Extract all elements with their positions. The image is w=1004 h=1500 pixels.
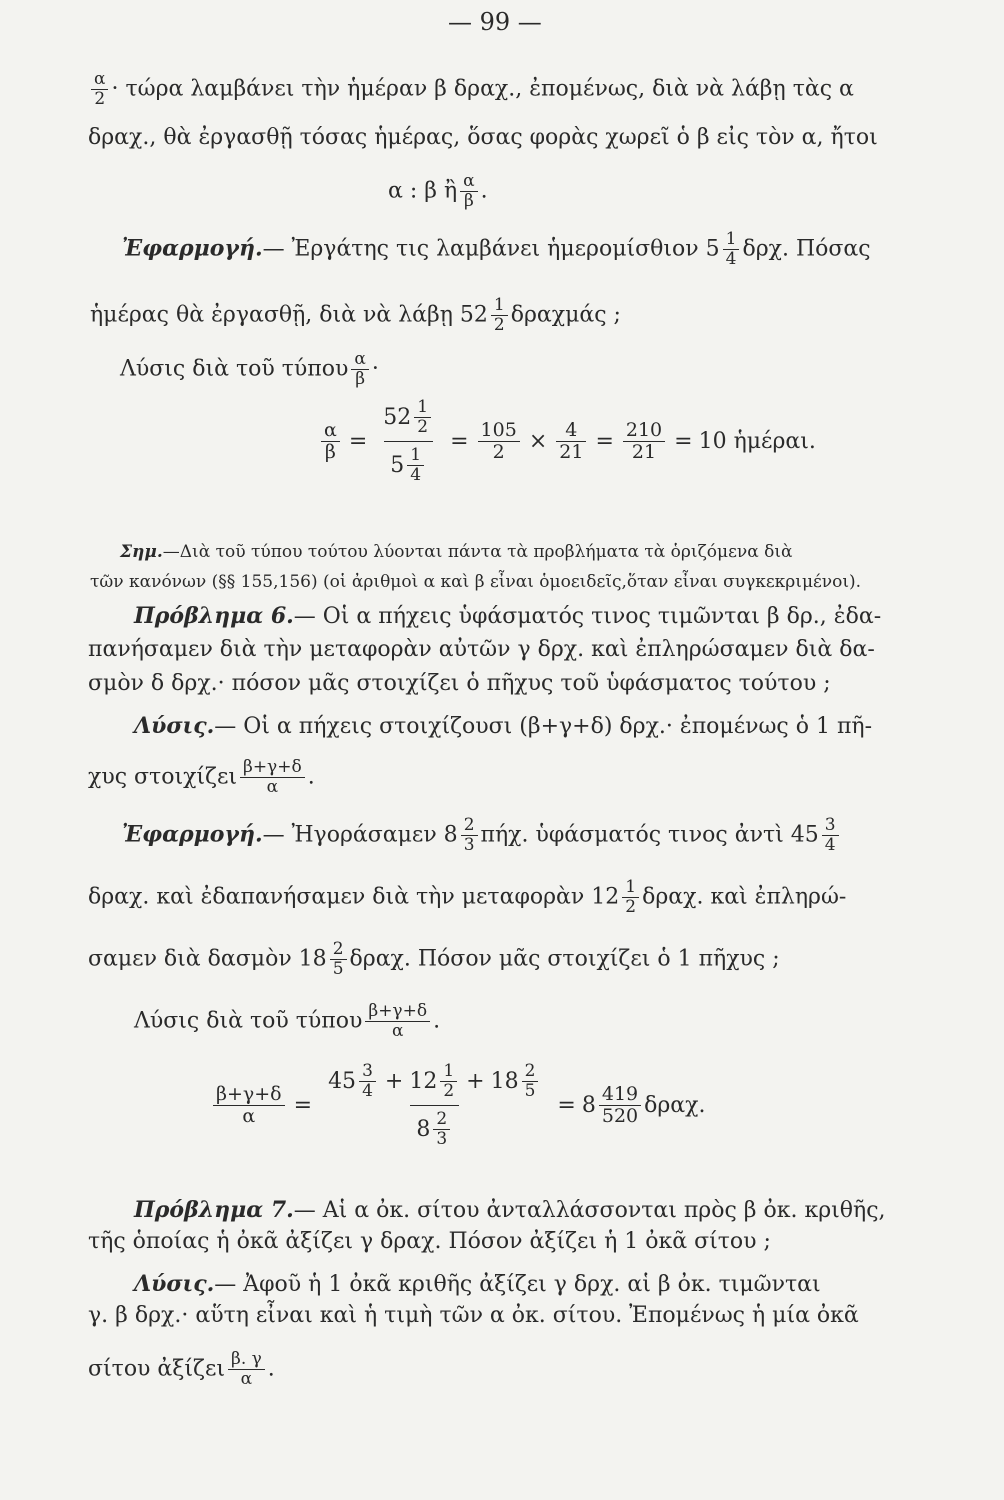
fraction: $\frac{2}{3}$ (461, 816, 478, 855)
fraction: $\frac{\alpha}{\beta}$ (460, 172, 477, 211)
problem-line: σμὸν δ δρχ.· πόσον μᾶς στοιχίζει ὁ πῆχυς τοῦ ὑφάσματος τούτου ; (88, 671, 831, 696)
fraction: $\frac{\beta+\gamma+\delta}{\alpha}$ (365, 1002, 430, 1041)
fraction: $\frac{\alpha}{\beta}$ (321, 420, 340, 463)
solution-line: χυς στοιχίζει $\frac{\beta+\gamma+\delta}{\alpha}$ . (88, 757, 315, 797)
paragraph-line: Λύσις διὰ τοῦ τύπου $\frac{\alpha}{\beta}$ · (120, 349, 379, 389)
fraction: $\frac{\alpha}{2}$ (91, 70, 108, 109)
application-line: Ἐφαρμογή.— Ἐργάτης τις λαμβάνει ἡμερομίσθιον 5 $\frac{1}{4}$ δρχ. Πόσας (122, 229, 871, 269)
note-line: τῶν κανόνων (§§ 155,156) (οἱ ἀριθμοὶ α καὶ β εἶναι ὁμοειδεῖς,ὅταν εἶναι συγκεκριμένοι). (90, 572, 862, 592)
paragraph-line: δραχ. καὶ ἐδαπανήσαμεν διὰ τὴν μεταφορὰν 12 $\frac{1}{2}$ δραχ. καὶ ἐπληρώ- (88, 877, 847, 917)
application-line: Ἐφαρμογή.— Ἠγοράσαμεν 8 $\frac{2}{3}$ πήχ. ὑφάσματός τινος ἀντὶ 45 $\frac{3}{4}$ (122, 816, 842, 855)
fraction: $\frac{2}{5}$ (330, 940, 347, 979)
solution-line: Λύσις.— Οἱ α πήχεις στοιχίζουσι (β+γ+δ) δρχ.· ἐπομένως ὁ 1 πῆ- (134, 713, 873, 739)
fraction: $\frac{\beta+\gamma+\delta}{\alpha}$ (240, 758, 305, 797)
fraction: $\frac{1}{2}$ (622, 878, 639, 917)
fraction: $\frac{4}{21}$ (556, 420, 586, 463)
problem-line: Πρόβλημα 7.— Αἱ α ὀκ. σίτου ἀνταλλάσσονται πρὸς β ὀκ. κριθῆς, (134, 1197, 886, 1223)
compound-fraction: 45 $\frac{3}{4}$ + 12 $\frac{1}{2}$ + 18 $\frac{2}{5}$ 8 $\frac{2}{3}$ (322, 1062, 547, 1149)
page-number: — 99 — (448, 8, 542, 36)
paragraph-line: δραχ., θὰ ἐργασθῇ τόσας ἡμέρας, ὅσας φορὰς χωρεῖ ὁ β εἰς τὸν α, ἤτοι (88, 125, 878, 150)
problem-line: πανήσαμεν διὰ τὴν μεταφορὰν αὐτῶν γ δρχ. καὶ ἐπληρώσαμεν διὰ δα- (88, 637, 875, 662)
fraction: $\frac{210}{21}$ (623, 420, 665, 463)
fraction: $\frac{1}{2}$ (491, 296, 508, 335)
compound-fraction: 52 $\frac{1}{2}$ 5 $\frac{1}{4}$ (377, 398, 440, 485)
paragraph-line: Λύσις διὰ τοῦ τύπου $\frac{\beta+\gamma+\delta}{\alpha}$ . (134, 1001, 441, 1041)
paragraph-line: $\frac{\alpha}{2}$ · τώρα λαμβάνει τὴν ἡμέραν β δραχ., ἐπομένως, διὰ νὰ λάβῃ τὰς α (88, 70, 854, 109)
fraction: $\frac{\alpha}{\beta}$ (351, 350, 368, 389)
section-title: Ἐφαρμογή. (122, 821, 263, 848)
note-title: Σημ. (120, 542, 163, 562)
paragraph-line: ἡμέρας θὰ ἐργασθῇ, διὰ νὰ λάβῃ 52 $\frac{1}{2}$ δραχμάς ; (90, 295, 621, 335)
problem-line: Πρόβλημα 6.— Οἱ α πήχεις ὑφάσματός τινος τιμῶνται β δρ., ἐδα- (134, 603, 882, 629)
formula-line: α : β ἢ $\frac{\alpha}{\beta}$ . (388, 171, 488, 211)
problem-title: Πρόβλημα 6. (134, 603, 294, 629)
solution-title: Λύσις. (134, 1271, 215, 1297)
solution-line: γ. β δρχ.· αὕτη εἶναι καὶ ἡ τιμὴ τῶν α ὀκ. σίτου. Ἐπομένως ἡ μία ὀκᾶ (88, 1303, 859, 1328)
equation-1: $\frac{\alpha}{\beta}$ = 52 $\frac{1}{2}$ 5 $\frac{1}{4}$ = $\frac{105}{2}$ × $\frac{4}{21}$ = $\frac{210}{21}$ = 10 ἡμέραι. (318, 398, 816, 485)
solution-line: Λύσις.— Ἀφοῦ ἡ 1 ὀκᾶ κριθῆς ἀξίζει γ δρχ. αἱ β ὀκ. τιμῶνται (134, 1271, 821, 1297)
fraction: $\frac{1}{4}$ (723, 230, 740, 269)
equation-result: 10 ἡμέραι. (698, 429, 816, 454)
fraction: $\frac{\beta. \gamma}{\alpha}$ (228, 1350, 265, 1389)
paragraph-line: σαμεν διὰ δασμὸν 18 $\frac{2}{5}$ δραχ. Πόσον μᾶς στοιχίζει ὁ 1 πῆχυς ; (88, 939, 780, 979)
solution-line: σίτου ἀξίζει $\frac{\beta. \gamma}{\alpha}$ . (88, 1349, 275, 1389)
problem-title: Πρόβλημα 7. (134, 1197, 294, 1223)
note-line: Σημ.—Διὰ τοῦ τύπου τούτου λύονται πάντα τὰ προβλήματα τὰ ὁριζόμενα διὰ (120, 542, 793, 562)
solution-title: Λύσις. (134, 713, 215, 739)
fraction: $\frac{105}{2}$ (478, 420, 520, 463)
fraction: $\frac{\beta+\gamma+\delta}{\alpha}$ (213, 1084, 285, 1127)
fraction: $\frac{3}{4}$ (822, 816, 839, 855)
fraction: $\frac{419}{520}$ (599, 1084, 641, 1127)
section-title: Ἐφαρμογή. (122, 235, 263, 262)
equation-2: $\frac{\beta+\gamma+\delta}{\alpha}$ = 45 $\frac{3}{4}$ + 12 $\frac{1}{2}$ + 18 $\frac{2}{5}$ 8 $\frac{2}{3}$ = 8 $\frac{419}{520}$ δραχ. (210, 1062, 705, 1149)
problem-line: τῆς ὁποίας ἡ ὀκᾶ ἀξίζει γ δραχ. Πόσον ἀξίζει ἡ 1 ὀκᾶ σίτου ; (88, 1229, 771, 1254)
